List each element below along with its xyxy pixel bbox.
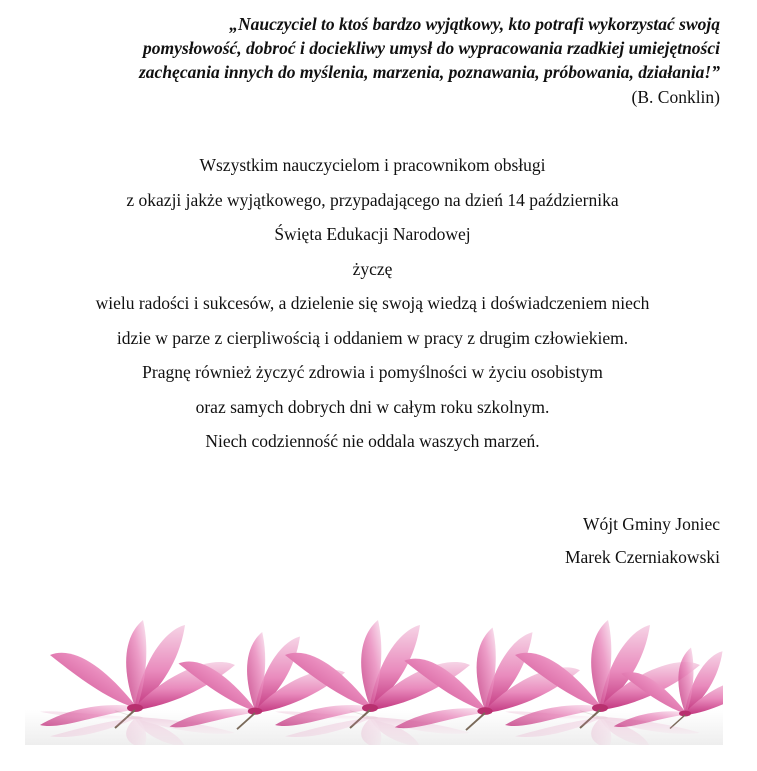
wishes-line-6: idzie w parze z cierpliwością i oddaniem w pracy z drugim człowiekiem. <box>116 327 629 348</box>
wishes-line-9: Niech codzienność nie oddala waszych marzeń. <box>205 431 540 451</box>
wishes-line-4: życzę <box>352 258 393 279</box>
wishes-line-1: Wszystkim nauczycielom i pracownikom obsługi <box>199 155 546 175</box>
magnolia-flowers-border <box>25 605 723 745</box>
quote-line-1: „Nauczyciel to ktoś bardzo wyjątkowy, kto potrafi wykorzystać swoją <box>229 14 720 34</box>
wishes-line-7: Pragnę również życzyć zdrowia i pomyślności w życiu osobistym <box>142 362 603 382</box>
quote-author: (B. Conklin) <box>631 87 720 107</box>
wishes-line-5: wielu radości i sukcesów, a dzielenie się swoją wiedzą i doświadczeniem niech <box>95 293 650 313</box>
wishes-line-8: oraz samych dobrych dni w całym roku szkolnym. <box>195 396 550 417</box>
signature-block <box>565 513 720 579</box>
signature-name: Marek Czerniakowski <box>564 547 720 567</box>
quote-line-3: zachęcania innych do myślenia, marzenia, poznawania, próbowania, działania!” <box>139 62 720 82</box>
quote-line-2: pomysłowość, dobroć i dociekliwy umysł do wypracowania rzadkiej umiejętności <box>143 38 720 58</box>
quote-block <box>20 12 720 84</box>
wishes-line-3: Święta Edukacji Narodowej <box>274 224 471 244</box>
wishes-line-2: z okazji jakże wyjątkowego, przypadającego na dzień 14 października <box>126 189 619 210</box>
signature-title: Wójt Gminy Joniec <box>582 514 720 534</box>
wishes-block <box>0 152 745 463</box>
